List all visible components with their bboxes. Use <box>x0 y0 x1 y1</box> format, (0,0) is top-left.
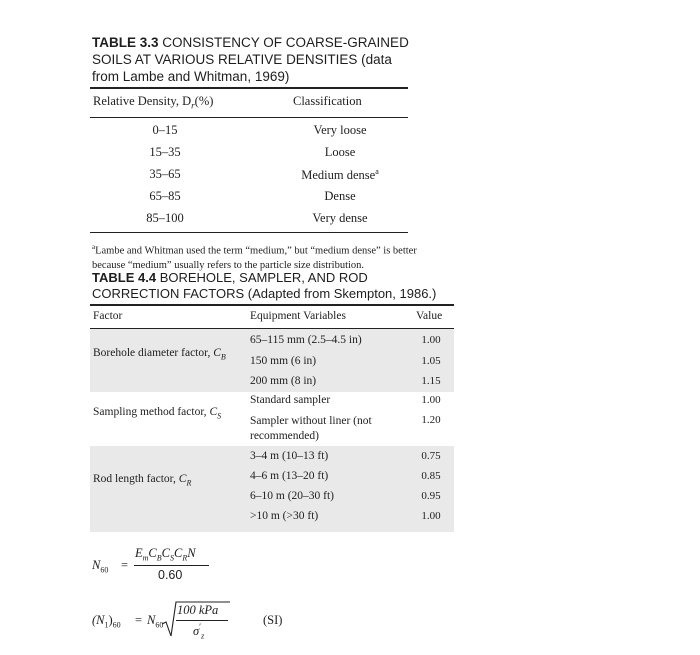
factor-symbol: C <box>209 406 218 418</box>
formula-lhs <box>92 613 121 630</box>
factor-value: 0.95 <box>421 490 441 502</box>
formula-equals: = <box>135 613 143 627</box>
factor-value: 1.20 <box>421 414 441 426</box>
formula-subscript: 1 <box>104 620 109 630</box>
header-relative-density-text: Relative Density, D <box>93 94 192 108</box>
header-factor: Factor <box>93 310 123 322</box>
classification: Very loose <box>313 123 367 137</box>
factor-symbol: C <box>178 473 187 485</box>
factor-subscript: S <box>217 411 222 421</box>
footnote-marker: a <box>92 243 96 251</box>
factor-sampling-method <box>93 405 221 423</box>
formula-subscript: B <box>156 553 162 563</box>
fraction-bar <box>134 565 209 566</box>
radical-numerator <box>177 603 218 618</box>
factor-rod-length <box>93 472 191 490</box>
formula-symbol: σ <box>193 624 200 639</box>
table-4-4-label: TABLE 4.4 <box>92 270 157 285</box>
header-classification: Classification <box>293 94 362 108</box>
table-3-3-title: CONSISTENCY OF COARSE-GRAINED SOILS AT VARIOUS RELATIVE DENSITIES (data from Lambe and Whitman, 1969) <box>92 35 409 84</box>
equipment-variable: 6–10 m (20–30 ft) <box>250 490 335 502</box>
factor-text: Sampling method factor, <box>93 406 210 418</box>
density-range: 35–65 <box>149 167 181 181</box>
factor-value: 1.00 <box>421 510 441 522</box>
table-rule-header <box>90 117 408 118</box>
density-range: 0–15 <box>152 123 178 137</box>
formula-subscript: z <box>201 631 205 641</box>
formula-symbol: N <box>147 613 156 627</box>
classification <box>270 167 410 183</box>
formula-symbol: C <box>174 546 183 560</box>
table-4-4-title: BOREHOLE, SAMPLER, AND ROD CORRECTION FACTORS (Adapted from Skempton, 1986.) <box>92 270 437 301</box>
factor-value: 1.00 <box>421 394 441 406</box>
table-3-3-footnote <box>92 240 422 273</box>
formula-lhs <box>92 558 108 575</box>
factor-text: Rod length factor, <box>93 473 179 485</box>
classification: Dense <box>324 189 356 203</box>
formula-symbol: C <box>161 546 170 560</box>
equipment-variable: 200 mm (8 in) <box>250 375 317 387</box>
table-rule-bottom <box>90 232 408 233</box>
density-range: 85–100 <box>146 211 184 225</box>
equipment-variable: Sampler without liner (not recommended) <box>250 415 372 442</box>
fraction-bar <box>176 620 228 621</box>
factor-value: 0.75 <box>421 450 441 462</box>
factor-value: 1.05 <box>421 355 441 367</box>
header-subscript: r <box>191 100 195 111</box>
factor-subscript: R <box>186 478 192 488</box>
classification: Loose <box>324 145 356 159</box>
formula-symbol: (N <box>92 613 105 627</box>
equipment-variable: Standard sampler <box>250 394 331 406</box>
formula-subscript: 60 <box>155 620 164 630</box>
table-rule-top <box>90 87 408 89</box>
density-range: 65–85 <box>149 189 181 203</box>
footnote-text: Lambe and Whitman used the term “medium,” but “medium dense” is better because “medium” usually refers to the particle size distribution. <box>92 245 417 271</box>
table-4-4-caption <box>92 270 452 302</box>
factor-subscript: B <box>220 352 226 362</box>
formula-unit-note: (SI) <box>263 613 283 627</box>
formula-paren: ) <box>108 613 113 627</box>
formula-equals: = <box>121 558 129 572</box>
factor-symbol: C <box>213 347 221 359</box>
factor-value: 1.00 <box>421 334 441 346</box>
table-4-4 <box>90 304 454 532</box>
classification-text: Medium dense <box>301 168 376 183</box>
classification: Very dense <box>312 211 368 225</box>
header-value: Value <box>416 310 443 322</box>
header-relative-density <box>93 94 213 111</box>
equipment-variable: 4–6 m (13–20 ft) <box>250 470 329 482</box>
factor-borehole-diameter <box>93 346 226 364</box>
formula-symbol: N <box>92 558 101 572</box>
radical-denominator <box>193 622 204 641</box>
formula-numerator <box>135 546 196 563</box>
header-unit: (%) <box>194 94 214 108</box>
equipment-variable: 65–115 mm (2.5–4.5 in) <box>250 334 362 346</box>
factor-text: Borehole diameter factor, <box>93 347 214 359</box>
formula-denominator: 0.60 <box>158 568 183 582</box>
formula-subscript: m <box>142 553 149 563</box>
formula-numerator-text: 100 kPa <box>177 603 219 617</box>
table-rule-top <box>90 304 454 306</box>
table-3-3-caption <box>92 34 422 85</box>
equipment-variable: >10 m (>30 ft) <box>250 510 319 522</box>
formula-symbol: E <box>135 546 143 560</box>
formula-subscript: R <box>182 553 188 563</box>
prime-mark: ′ <box>199 622 202 632</box>
formula-symbol: N <box>187 546 196 560</box>
equipment-variable: 3–4 m (10–13 ft) <box>250 450 329 462</box>
header-equipment-variables: Equipment Variables <box>250 310 346 322</box>
table-3-3-label: TABLE 3.3 <box>92 35 159 50</box>
footnote-marker: a <box>375 167 379 176</box>
formula-subscript: 60 <box>112 620 121 630</box>
factor-value: 1.15 <box>421 375 441 387</box>
factor-value: 0.85 <box>421 470 441 482</box>
formula-subscript: 60 <box>100 565 109 575</box>
formula-subscript: S <box>170 553 174 563</box>
density-range: 15–35 <box>149 145 181 159</box>
equipment-variable: 150 mm (6 in) <box>250 355 317 367</box>
formula-symbol: C <box>148 546 157 560</box>
